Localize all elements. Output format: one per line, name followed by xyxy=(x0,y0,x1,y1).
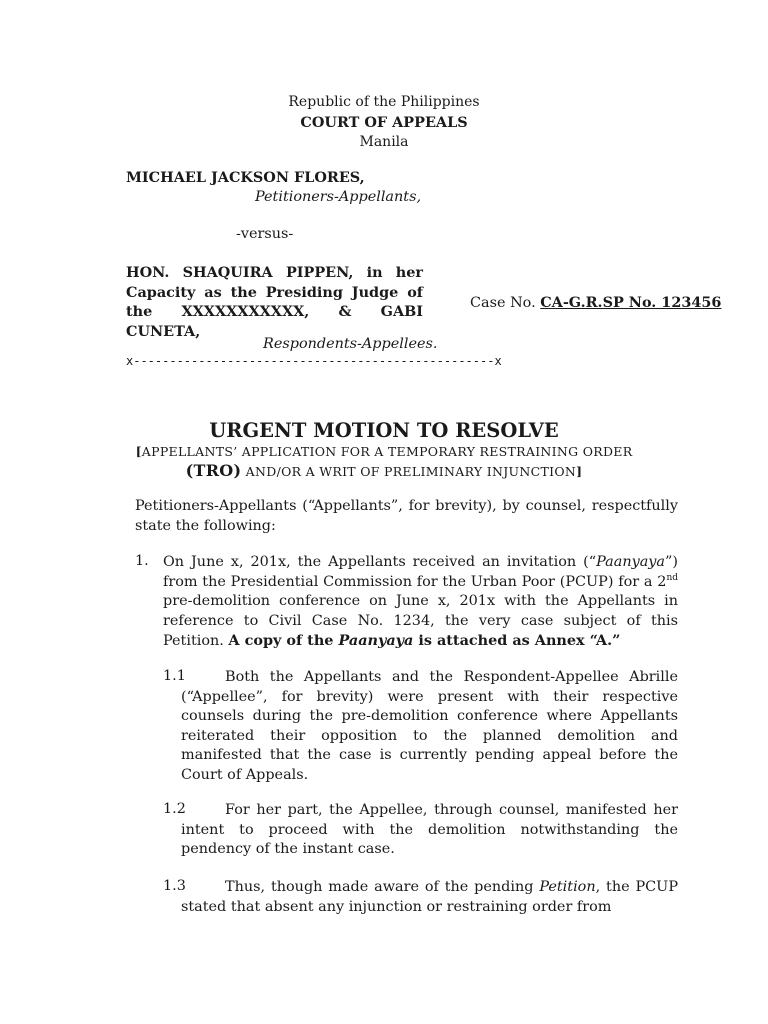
tro-label: (TRO) xyxy=(185,461,242,480)
header-city: Manila xyxy=(359,134,409,150)
respondent-name: HON. SHAQUIRA PIPPEN, in her Capacity as the Presiding Judge of the XXXXXXXXXXX, & GABI CUNETA, xyxy=(126,264,423,340)
case-number xyxy=(470,294,721,311)
paragraph-number: 1. xyxy=(135,553,149,569)
subparagraph-1-1: Both the Appellants and the Respondent-Appellee Abrille (“Appellee”, for brevity) were present with their respective counsels during the pre-demolition conference where Appellants reiterated their opposition to the planned demolition and manifested that the case is currently pending appeal before the Court of Appeals. xyxy=(181,669,678,783)
document-subtitle-line2: (TRO) AND/OR A WRIT OF PRELIMINARY INJUNCTION] xyxy=(185,461,583,480)
case-number-value: CA-G.R.SP No. 123456 xyxy=(540,294,722,311)
subparagraph-1-3: Thus, though made aware of the pending Petition, the PCUP stated that absent any injunction or restraining order from xyxy=(181,879,678,915)
subparagraph-number: 1.3 xyxy=(163,878,186,894)
subparagraph-number: 1.1 xyxy=(163,668,186,684)
respondent-role: Respondents-Appellees. xyxy=(263,336,438,352)
document-title: URGENT MOTION TO RESOLVE xyxy=(209,419,559,442)
header-republic: Republic of the Philippines xyxy=(288,94,480,110)
caption-separator: x--------------------------------------------------x xyxy=(126,354,502,368)
petitioner-name: MICHAEL JACKSON FLORES, xyxy=(126,169,365,186)
subparagraph-number: 1.2 xyxy=(163,801,186,817)
intro-paragraph: Petitioners-Appellants (“Appellants”, for brevity), by counsel, respectfully state the following: xyxy=(135,498,678,534)
petitioner-role: Petitioners-Appellants, xyxy=(255,189,422,205)
subparagraph-1-2: For her part, the Appellee, through counsel, manifested her intent to proceed with the demolition notwithstanding the pendency of the instant case. xyxy=(181,802,678,857)
document-subtitle-line1: [APPELLANTS’ APPLICATION FOR A TEMPORARY RESTRAINING ORDER xyxy=(135,444,633,459)
case-label: Case No. xyxy=(470,295,541,311)
versus-label: -versus- xyxy=(236,226,294,242)
paragraph-1: On June x, 201x, the Appellants received an invitation (“Paanyaya”) from the Presidential Commission for the Urban Poor (PCUP) for a 2nd pre-demolition conference on June x, 201x with the Appellants in reference to Civil Case No. 1234, the very case subject of this Petition. A copy of the Paanyaya is attached as Annex “A.” xyxy=(163,554,678,649)
header-court: COURT OF APPEALS xyxy=(300,114,468,131)
